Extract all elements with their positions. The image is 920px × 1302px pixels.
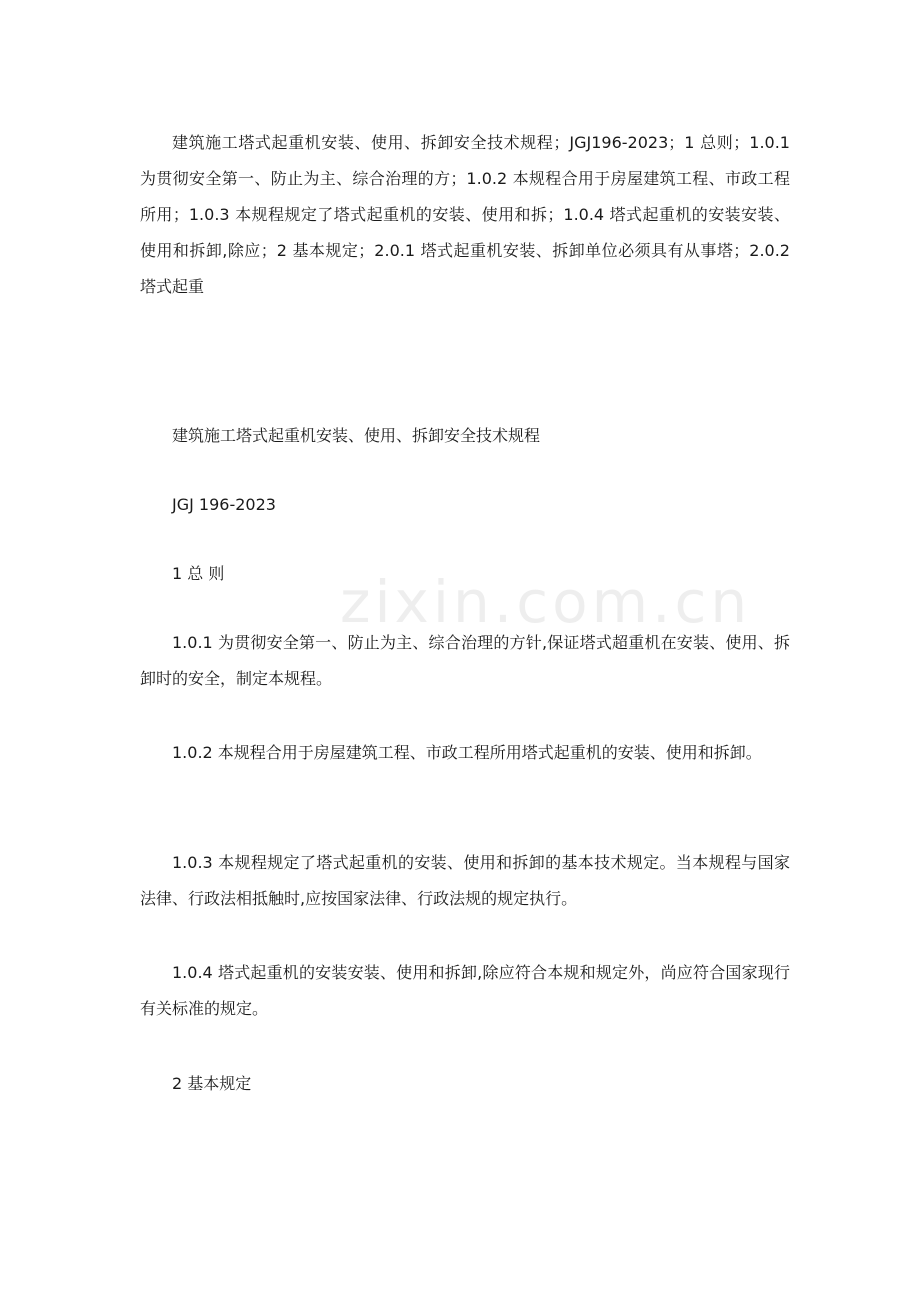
clause-1-0-4: 1.0.4 塔式起重机的安装安装、使用和拆卸,除应符合本规和规定外，尚应符合国家现行有关标准的规定。 bbox=[140, 963, 790, 1018]
clause-1-0-3: 1.0.3 本规程规定了塔式起重机的安装、使用和拆卸的基本技术规定。当本规程与国家法律、行政法相抵触时,应按国家法律、行政法规的规定执行。 bbox=[140, 853, 790, 908]
section-2-heading: 2 基本规定 bbox=[172, 1074, 252, 1093]
watermark: zixin.com.cn bbox=[340, 568, 752, 636]
clause-1-0-1: 1.0.1 为贯彻安全第一、防止为主、综合治理的方针,保证塔式超重机在安装、使用、拆卸时的安全，制定本规程。 bbox=[140, 633, 790, 688]
section-1-heading: 1 总 则 bbox=[172, 564, 225, 583]
summary-paragraph: 建筑施工塔式起重机安装、使用、拆卸安全技术规程；JGJ196-2023；1 总则；1.0.1 为贯彻安全第一、防止为主、综合治理的方；1.0.2 本规程合用于房屋建筑工程、市政工程所用；1.0.3 本规程规定了塔式起重机的安装、使用和拆；1.0.4 塔式起重机的安装安装、使用和拆卸,除应；2 基本规定；2.0.1 塔式起重机安装、拆卸单位必须具有从事塔；2.0.2 塔式起重 bbox=[140, 133, 790, 296]
standard-code: JGJ 196-2023 bbox=[172, 495, 276, 514]
document-title: 建筑施工塔式起重机安装、使用、拆卸安全技术规程 bbox=[172, 426, 541, 445]
clause-1-0-2: 1.0.2 本规程合用于房屋建筑工程、市政工程所用塔式起重机的安装、使用和拆卸。 bbox=[172, 743, 762, 762]
